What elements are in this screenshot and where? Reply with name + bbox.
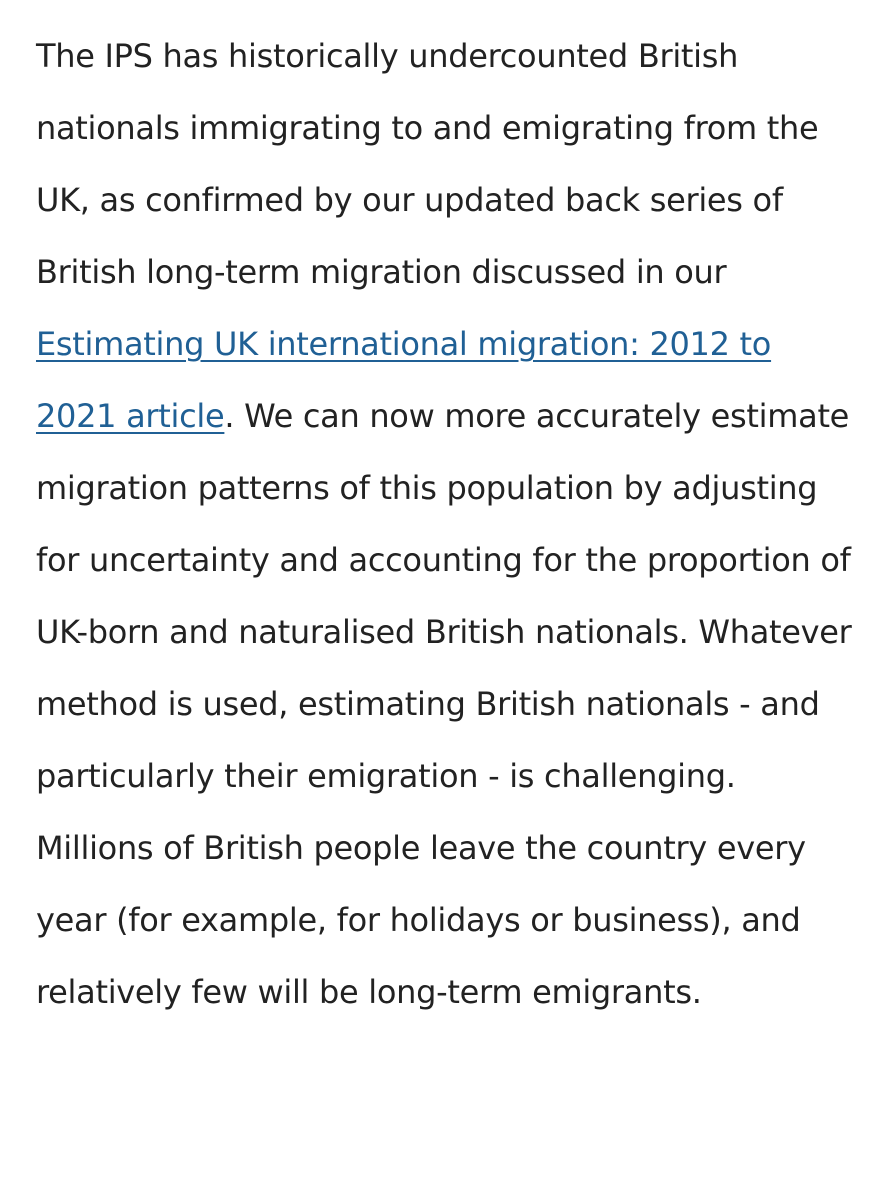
paragraph-text-after-link: . We can now more accurately estimate migration patterns of this population by adjusting for uncertainty and accounting for the proportion of UK-born and naturalised British nationals. Whatever method is used, estimating British nationals - and particularly their emigration - is challenging. Millions of British people leave the country every year (for example, for holidays or business), and relatively few will be long-term emigrants. <box>36 397 852 1011</box>
paragraph-text-before-link: The IPS has historically undercounted British nationals immigrating to and emigrating from the UK, as confirmed by our updated back series of British long-term migration discussed in our <box>36 37 819 291</box>
article-paragraph <box>36 20 853 1028</box>
estimating-uk-migration-article-link[interactable]: Estimating UK international migration: 2012 to 2021 article <box>36 325 772 435</box>
